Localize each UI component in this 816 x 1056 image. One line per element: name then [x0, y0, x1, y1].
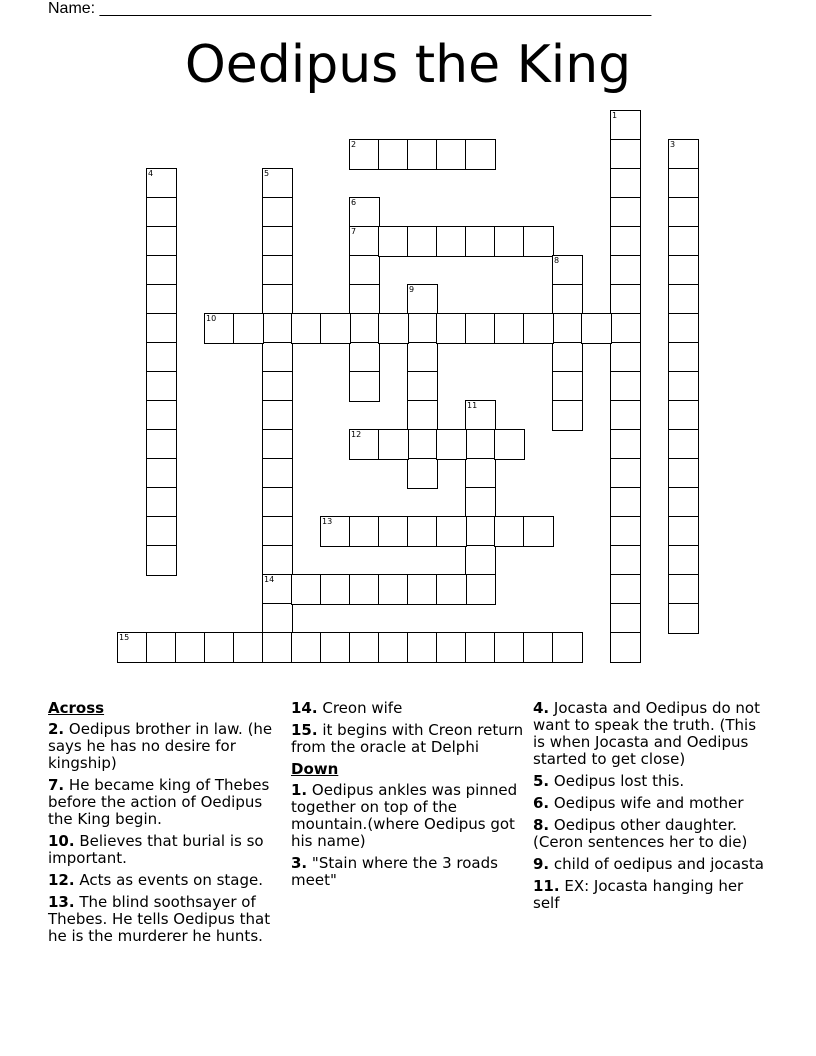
clues-column-2 [291, 700, 527, 894]
grid-cell[interactable] [378, 313, 409, 344]
grid-cell[interactable] [552, 400, 583, 431]
grid-cell[interactable] [668, 545, 699, 576]
grid-cell[interactable] [523, 632, 554, 663]
cell-number: 10 [206, 314, 217, 323]
cell-number: 1 [612, 111, 618, 120]
grid-cell[interactable] [378, 139, 409, 170]
grid-cell[interactable] [349, 313, 380, 344]
grid-cell[interactable] [291, 632, 322, 663]
grid-cell[interactable] [465, 226, 496, 257]
grid-cell[interactable] [320, 574, 351, 605]
grid-cell[interactable] [407, 400, 438, 431]
grid-cell[interactable] [668, 429, 699, 460]
clue-text: Believes that burial is so important. [48, 832, 264, 867]
grid-cell[interactable] [262, 197, 293, 228]
grid-cell[interactable] [610, 516, 641, 547]
clue-number: 11. [533, 877, 560, 895]
grid-cell[interactable] [465, 429, 496, 460]
grid-cell[interactable] [262, 284, 293, 315]
grid-cell[interactable] [349, 255, 380, 286]
clue-number: 1. [291, 781, 308, 799]
clue-number: 8. [533, 816, 550, 834]
grid-cell[interactable] [668, 226, 699, 257]
grid-cell[interactable] [262, 603, 293, 634]
grid-cell[interactable] [465, 545, 496, 576]
grid-cell[interactable] [610, 313, 641, 344]
clue-text: Creon wife [322, 699, 403, 717]
grid-cell[interactable] [668, 313, 699, 344]
grid-cell[interactable] [668, 400, 699, 431]
clue-number: 4. [533, 699, 550, 717]
grid-cell[interactable] [175, 632, 206, 663]
clues-column-3 [533, 700, 768, 917]
grid-cell[interactable] [291, 574, 322, 605]
grid-cell[interactable] [117, 632, 148, 663]
clue-text: Oedipus other daughter. (Ceron sentences her to die) [533, 816, 748, 851]
grid-cell[interactable] [349, 342, 380, 373]
grid-cell[interactable] [146, 487, 177, 518]
grid-cell[interactable] [610, 458, 641, 489]
clue-text: The blind soothsayer of Thebes. He tells Oedipus that he is the murderer he hunts. [48, 893, 271, 945]
grid-cell[interactable] [465, 574, 496, 605]
grid-cell[interactable] [146, 168, 177, 199]
grid-cell[interactable] [291, 313, 322, 344]
grid-cell[interactable] [204, 632, 235, 663]
cell-number: 14 [264, 575, 275, 584]
grid-cell[interactable] [552, 255, 583, 286]
grid-cell[interactable] [610, 284, 641, 315]
grid-cell[interactable] [262, 255, 293, 286]
grid-cell[interactable] [494, 516, 525, 547]
grid-cell[interactable] [668, 197, 699, 228]
grid-cell[interactable] [349, 139, 380, 170]
grid-cell[interactable] [465, 139, 496, 170]
clue-number: 3. [291, 854, 308, 872]
grid-cell[interactable] [378, 516, 409, 547]
grid-cell[interactable] [262, 342, 293, 373]
grid-cell[interactable] [407, 284, 438, 315]
clue-number: 9. [533, 855, 550, 873]
grid-cell[interactable] [610, 429, 641, 460]
page-title: Oedipus the King [184, 35, 632, 95]
down-heading: Down [291, 760, 339, 778]
grid-cell[interactable] [581, 313, 612, 344]
grid-cell[interactable] [407, 429, 438, 460]
clue-text: child of oedipus and jocasta [553, 855, 764, 873]
grid-cell[interactable] [465, 487, 496, 518]
grid-cell[interactable] [146, 400, 177, 431]
clue-number: 14. [291, 699, 318, 717]
grid-cell[interactable] [465, 458, 496, 489]
down-clue [533, 856, 768, 873]
grid-cell[interactable] [668, 574, 699, 605]
grid-cell[interactable] [552, 371, 583, 402]
grid-cell[interactable] [610, 197, 641, 228]
grid-cell[interactable] [610, 632, 641, 663]
grid-cell[interactable] [262, 226, 293, 257]
grid-cell[interactable] [668, 458, 699, 489]
grid-cell[interactable] [610, 342, 641, 373]
grid-cell[interactable] [349, 429, 380, 460]
grid-cell[interactable] [668, 603, 699, 634]
clue-number: 10. [48, 832, 75, 850]
grid-cell[interactable] [146, 255, 177, 286]
clues-column-1 [48, 700, 280, 950]
grid-cell[interactable] [523, 516, 554, 547]
down-clue [291, 855, 527, 889]
grid-cell[interactable] [436, 632, 467, 663]
grid-cell[interactable] [204, 313, 235, 344]
grid-cell[interactable] [552, 284, 583, 315]
clue-number: 12. [48, 871, 75, 889]
clue-text: Oedipus brother in law. (he says he has no desire for kingship) [48, 720, 273, 772]
grid-cell[interactable] [668, 516, 699, 547]
grid-cell[interactable] [523, 226, 554, 257]
across-clue [48, 777, 280, 828]
cell-number: 9 [409, 285, 415, 294]
grid-cell[interactable] [320, 516, 351, 547]
across-clue [291, 722, 527, 756]
across-clue [48, 872, 280, 889]
down-clue [533, 817, 768, 851]
clue-text: "Stain where the 3 roads meet" [291, 854, 498, 889]
grid-cell[interactable] [436, 429, 467, 460]
cell-number: 13 [322, 517, 333, 526]
grid-cell[interactable] [233, 632, 264, 663]
grid-cell[interactable] [436, 226, 467, 257]
down-clue [533, 795, 768, 812]
grid-cell[interactable] [146, 458, 177, 489]
grid-cell[interactable] [407, 342, 438, 373]
cell-number: 11 [467, 401, 478, 410]
cell-number: 4 [148, 169, 154, 178]
clue-text: He became king of Thebes before the action of Oedipus the King begin. [48, 776, 270, 828]
cell-number: 7 [351, 227, 357, 236]
grid-cell[interactable] [552, 313, 583, 344]
cell-number: 8 [554, 256, 560, 265]
grid-cell[interactable] [349, 197, 380, 228]
grid-cell[interactable] [407, 632, 438, 663]
clue-number: 6. [533, 794, 550, 812]
grid-cell[interactable] [610, 487, 641, 518]
grid-cell[interactable] [320, 632, 351, 663]
grid-cell[interactable] [262, 516, 293, 547]
down-clue [533, 878, 768, 912]
grid-cell[interactable] [378, 574, 409, 605]
grid-cell[interactable] [146, 342, 177, 373]
clue-number: 7. [48, 776, 65, 794]
grid-cell[interactable] [349, 371, 380, 402]
grid-cell[interactable] [610, 574, 641, 605]
grid-cell[interactable] [610, 400, 641, 431]
grid-cell[interactable] [378, 226, 409, 257]
grid-cell[interactable] [552, 342, 583, 373]
grid-cell[interactable] [407, 371, 438, 402]
cell-number: 12 [351, 430, 362, 439]
across-clue [291, 700, 527, 717]
down-clue [291, 782, 527, 850]
grid-cell[interactable] [668, 255, 699, 286]
grid-cell[interactable] [146, 226, 177, 257]
clue-text: EX: Jocasta hanging her self [533, 877, 744, 912]
grid-cell[interactable] [494, 313, 525, 344]
grid-cell[interactable] [494, 429, 525, 460]
grid-cell[interactable] [407, 226, 438, 257]
grid-cell[interactable] [349, 516, 380, 547]
grid-cell[interactable] [262, 632, 293, 663]
clue-text: Acts as events on stage. [79, 871, 264, 889]
grid-cell[interactable] [610, 110, 641, 141]
grid-cell[interactable] [262, 458, 293, 489]
cell-number: 15 [119, 633, 130, 642]
grid-cell[interactable] [668, 487, 699, 518]
grid-cell[interactable] [407, 574, 438, 605]
grid-cell[interactable] [378, 632, 409, 663]
clue-number: 5. [533, 772, 550, 790]
grid-cell[interactable] [349, 574, 380, 605]
clue-number: 2. [48, 720, 65, 738]
name-line: Name: ______________________________________________________________ [48, 0, 652, 17]
clue-text: Oedipus lost this. [553, 772, 685, 790]
grid-cell[interactable] [668, 284, 699, 315]
across-clue [48, 833, 280, 867]
grid-cell[interactable] [436, 574, 467, 605]
grid-cell[interactable] [668, 342, 699, 373]
clue-text: Oedipus ankles was pinned together on top of the mountain.(where Oedipus got his name) [291, 781, 518, 850]
cell-number: 5 [264, 169, 270, 178]
grid-cell[interactable] [407, 313, 438, 344]
clue-text: Jocasta and Oedipus do not want to speak the truth. (This is when Jocasta and Oedipus started to get close) [533, 699, 760, 768]
grid-cell[interactable] [610, 168, 641, 199]
grid-cell[interactable] [465, 313, 496, 344]
grid-cell[interactable] [465, 516, 496, 547]
cell-number: 3 [670, 140, 676, 149]
grid-cell[interactable] [436, 139, 467, 170]
clue-text: it begins with Creon return from the oracle at Delphi [291, 721, 524, 756]
across-heading: Across [48, 699, 105, 717]
grid-cell[interactable] [349, 284, 380, 315]
grid-cell[interactable] [146, 197, 177, 228]
grid-cell[interactable] [407, 516, 438, 547]
cell-number: 2 [351, 140, 357, 149]
down-clue [533, 773, 768, 790]
grid-cell[interactable] [494, 632, 525, 663]
grid-cell[interactable] [146, 545, 177, 576]
grid-cell[interactable] [610, 139, 641, 170]
grid-cell[interactable] [262, 574, 293, 605]
grid-cell[interactable] [436, 313, 467, 344]
grid-cell[interactable] [436, 516, 467, 547]
grid-cell[interactable] [465, 400, 496, 431]
grid-cell[interactable] [668, 168, 699, 199]
grid-cell[interactable] [262, 313, 293, 344]
grid-cell[interactable] [494, 226, 525, 257]
grid-cell[interactable] [465, 632, 496, 663]
grid-cell[interactable] [610, 545, 641, 576]
across-clue [48, 894, 280, 945]
grid-cell[interactable] [407, 458, 438, 489]
grid-cell[interactable] [668, 371, 699, 402]
grid-cell[interactable] [146, 632, 177, 663]
grid-cell[interactable] [233, 313, 264, 344]
grid-cell[interactable] [262, 545, 293, 576]
clue-text: Oedipus wife and mother [553, 794, 744, 812]
grid-cell[interactable] [552, 632, 583, 663]
grid-cell[interactable] [349, 226, 380, 257]
grid-cell[interactable] [407, 139, 438, 170]
grid-cell[interactable] [349, 632, 380, 663]
grid-cell[interactable] [610, 603, 641, 634]
cell-number: 6 [351, 198, 357, 207]
grid-cell[interactable] [610, 371, 641, 402]
grid-cell[interactable] [146, 284, 177, 315]
clue-number: 15. [291, 721, 318, 739]
grid-cell[interactable] [262, 487, 293, 518]
grid-cell[interactable] [610, 255, 641, 286]
grid-cell[interactable] [610, 226, 641, 257]
grid-cell[interactable] [146, 429, 177, 460]
grid-cell[interactable] [320, 313, 351, 344]
grid-cell[interactable] [668, 139, 699, 170]
grid-cell[interactable] [523, 313, 554, 344]
grid-cell[interactable] [378, 429, 409, 460]
across-clue [48, 721, 280, 772]
grid-cell[interactable] [262, 400, 293, 431]
grid-cell[interactable] [262, 371, 293, 402]
clue-number: 13. [48, 893, 75, 911]
grid-cell[interactable] [146, 371, 177, 402]
down-clue [533, 700, 768, 768]
grid-cell[interactable] [146, 516, 177, 547]
grid-cell[interactable] [262, 429, 293, 460]
grid-cell[interactable] [146, 313, 177, 344]
grid-cell[interactable] [262, 168, 293, 199]
